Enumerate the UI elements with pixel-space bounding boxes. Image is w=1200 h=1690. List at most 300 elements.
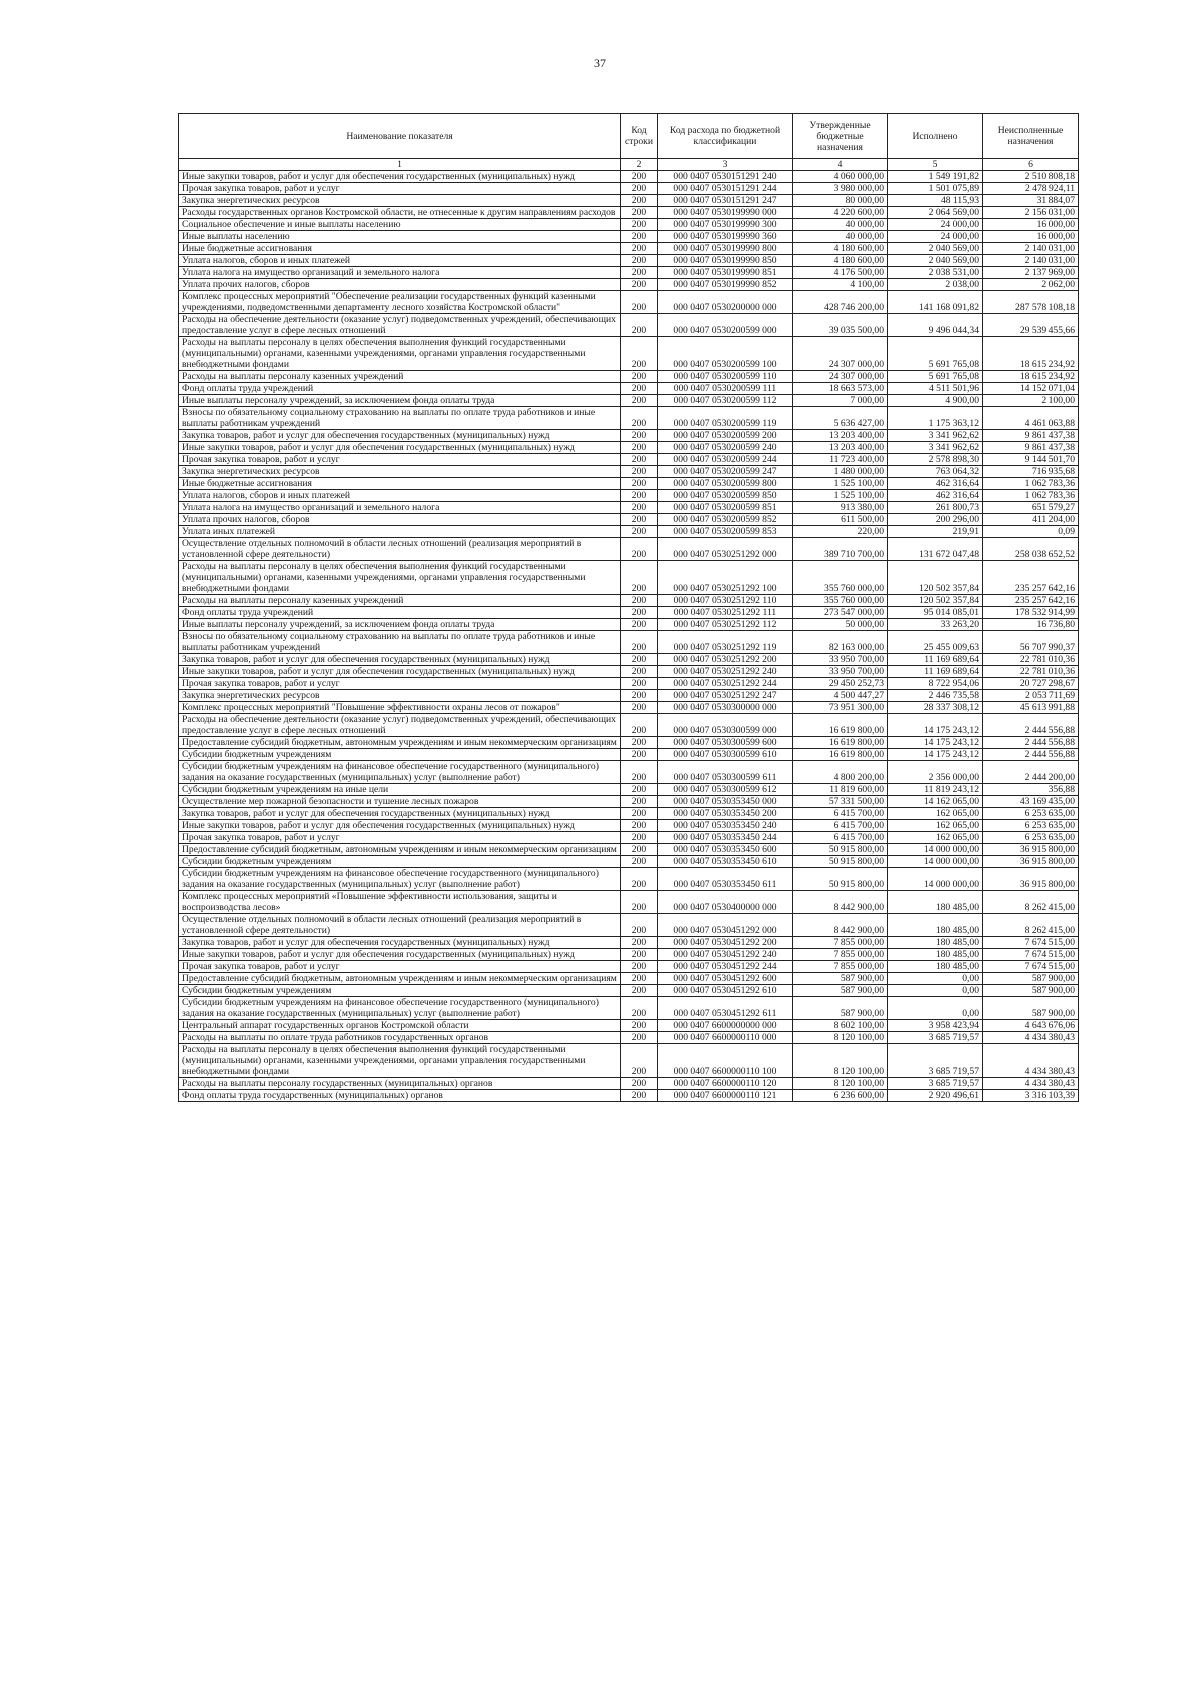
row-name: Осуществление отдельных полномочий в области лесных отношений (реализация мероприятий в установленной сфере деятельности)	[179, 538, 621, 561]
row-line-code: 200	[621, 808, 658, 820]
table-row	[179, 690, 1079, 702]
row-name: Иные бюджетные ассигнования	[179, 478, 621, 490]
row-expense-code: 000 0407 0530200599 853	[658, 526, 793, 538]
row-approved-amount: 24 307 000,00	[793, 371, 888, 383]
row-line-code: 200	[621, 267, 658, 279]
row-approved-amount: 39 035 500,00	[793, 314, 888, 337]
row-expense-code: 000 0407 0530251292 110	[658, 595, 793, 607]
row-line-code: 200	[621, 442, 658, 454]
header-unexecuted: Неисполненные назначения	[983, 114, 1079, 159]
row-expense-code: 000 0407 6600000110 121	[658, 1090, 793, 1102]
row-executed-amount: 11 819 243,12	[888, 784, 983, 796]
row-name: Комплекс процессных мероприятий "Обеспечение реализации государственных функций казенными учреждениями, подведомственными департаменту лесного хозяйства Костромской области"	[179, 291, 621, 314]
row-line-code: 200	[621, 949, 658, 961]
row-executed-amount: 763 064,32	[888, 466, 983, 478]
row-expense-code: 000 0407 0530200599 119	[658, 407, 793, 430]
row-unexecuted-amount: 651 579,27	[983, 502, 1079, 514]
row-expense-code: 000 0407 0530451292 244	[658, 961, 793, 973]
row-unexecuted-amount: 4 434 380,43	[983, 1032, 1079, 1044]
row-expense-code: 000 0407 0530251292 240	[658, 666, 793, 678]
row-approved-amount: 6 415 700,00	[793, 832, 888, 844]
table-row	[179, 678, 1079, 690]
row-name: Фонд оплаты труда государственных (муниципальных) органов	[179, 1090, 621, 1102]
row-executed-amount: 1 501 075,89	[888, 183, 983, 195]
row-unexecuted-amount: 2 140 031,00	[983, 243, 1079, 255]
row-unexecuted-amount: 3 316 103,39	[983, 1090, 1079, 1102]
table-row	[179, 407, 1079, 430]
row-unexecuted-amount: 9 861 437,38	[983, 442, 1079, 454]
row-line-code: 200	[621, 1020, 658, 1032]
row-expense-code: 000 0407 0530300599 610	[658, 749, 793, 761]
row-approved-amount: 1 525 100,00	[793, 478, 888, 490]
table-row	[179, 371, 1079, 383]
row-unexecuted-amount: 2 137 969,00	[983, 267, 1079, 279]
row-unexecuted-amount: 587 900,00	[983, 985, 1079, 997]
row-line-code: 200	[621, 937, 658, 949]
row-approved-amount: 1 480 000,00	[793, 466, 888, 478]
row-line-code: 200	[621, 796, 658, 808]
row-unexecuted-amount: 8 262 415,00	[983, 891, 1079, 914]
row-approved-amount: 50 000,00	[793, 619, 888, 631]
row-approved-amount: 8 120 100,00	[793, 1078, 888, 1090]
row-executed-amount: 14 000 000,00	[888, 868, 983, 891]
row-executed-amount: 11 169 689,64	[888, 654, 983, 666]
row-approved-amount: 7 855 000,00	[793, 961, 888, 973]
row-approved-amount: 4 060 000,00	[793, 171, 888, 183]
row-approved-amount: 6 415 700,00	[793, 808, 888, 820]
row-approved-amount: 1 525 100,00	[793, 490, 888, 502]
row-approved-amount: 389 710 700,00	[793, 538, 888, 561]
table-row	[179, 337, 1079, 371]
row-expense-code: 000 0407 0530451292 611	[658, 997, 793, 1020]
table-row	[179, 985, 1079, 997]
row-line-code: 200	[621, 255, 658, 267]
row-line-code: 200	[621, 702, 658, 714]
row-unexecuted-amount: 18 615 234,92	[983, 371, 1079, 383]
row-approved-amount: 50 915 800,00	[793, 856, 888, 868]
row-executed-amount: 14 175 243,12	[888, 737, 983, 749]
row-approved-amount: 587 900,00	[793, 985, 888, 997]
row-name: Взносы по обязательному социальному страхованию на выплаты по оплате труда работников и иные выплаты работникам учреждений	[179, 631, 621, 654]
row-name: Расходы на выплаты персоналу казенных учреждений	[179, 595, 621, 607]
row-unexecuted-amount: 2 478 924,11	[983, 183, 1079, 195]
row-name: Иные выплаты персоналу учреждений, за исключением фонда оплаты труда	[179, 395, 621, 407]
row-line-code: 200	[621, 1044, 658, 1078]
row-executed-amount: 3 685 719,57	[888, 1078, 983, 1090]
column-number: 5	[888, 159, 983, 171]
row-unexecuted-amount: 22 781 010,36	[983, 666, 1079, 678]
row-approved-amount: 13 203 400,00	[793, 430, 888, 442]
row-executed-amount: 8 722 954,06	[888, 678, 983, 690]
row-line-code: 200	[621, 314, 658, 337]
row-unexecuted-amount: 235 257 642,16	[983, 595, 1079, 607]
row-executed-amount: 162 065,00	[888, 820, 983, 832]
row-executed-amount: 3 341 962,62	[888, 430, 983, 442]
row-approved-amount: 4 500 447,27	[793, 690, 888, 702]
row-line-code: 200	[621, 243, 658, 255]
row-unexecuted-amount: 16 000,00	[983, 231, 1079, 243]
row-unexecuted-amount: 8 262 415,00	[983, 914, 1079, 937]
row-executed-amount: 3 685 719,57	[888, 1032, 983, 1044]
table-row	[179, 195, 1079, 207]
row-line-code: 200	[621, 291, 658, 314]
page-number: 37	[594, 56, 606, 70]
row-executed-amount: 14 175 243,12	[888, 714, 983, 737]
row-name: Расходы на выплаты персоналу казенных учреждений	[179, 371, 621, 383]
row-executed-amount: 2 578 898,30	[888, 454, 983, 466]
row-unexecuted-amount: 7 674 515,00	[983, 961, 1079, 973]
row-name: Уплата прочих налогов, сборов	[179, 279, 621, 291]
row-expense-code: 000 0407 0530199990 850	[658, 255, 793, 267]
row-unexecuted-amount: 716 935,68	[983, 466, 1079, 478]
row-executed-amount: 1 549 191,82	[888, 171, 983, 183]
row-approved-amount: 29 450 252,73	[793, 678, 888, 690]
row-approved-amount: 33 950 700,00	[793, 666, 888, 678]
row-executed-amount: 261 800,73	[888, 502, 983, 514]
row-approved-amount: 220,00	[793, 526, 888, 538]
row-name: Прочая закупка товаров, работ и услуг	[179, 454, 621, 466]
row-approved-amount: 5 636 427,00	[793, 407, 888, 430]
row-unexecuted-amount: 7 674 515,00	[983, 937, 1079, 949]
row-executed-amount: 11 169 689,64	[888, 666, 983, 678]
row-expense-code: 000 0407 6600000000 000	[658, 1020, 793, 1032]
row-executed-amount: 3 958 423,94	[888, 1020, 983, 1032]
row-expense-code: 000 0407 0530200599 244	[658, 454, 793, 466]
table-row	[179, 395, 1079, 407]
row-approved-amount: 587 900,00	[793, 997, 888, 1020]
row-name: Иные бюджетные ассигнования	[179, 243, 621, 255]
row-name: Закупка товаров, работ и услуг для обеспечения государственных (муниципальных) нужд	[179, 808, 621, 820]
row-executed-amount: 219,91	[888, 526, 983, 538]
row-line-code: 200	[621, 820, 658, 832]
row-expense-code: 000 0407 0530199990 300	[658, 219, 793, 231]
row-line-code: 200	[621, 997, 658, 1020]
row-name: Осуществление отдельных полномочий в области лесных отношений (реализация мероприятий в установленной сфере деятельности)	[179, 914, 621, 937]
row-executed-amount: 33 263,20	[888, 619, 983, 631]
row-expense-code: 000 0407 0530300599 612	[658, 784, 793, 796]
row-unexecuted-amount: 7 674 515,00	[983, 949, 1079, 961]
table-row	[179, 607, 1079, 619]
row-executed-amount: 141 168 091,82	[888, 291, 983, 314]
row-unexecuted-amount: 2 444 556,88	[983, 749, 1079, 761]
row-unexecuted-amount: 14 152 071,04	[983, 383, 1079, 395]
row-approved-amount: 57 331 500,00	[793, 796, 888, 808]
row-expense-code: 000 0407 0530199990 360	[658, 231, 793, 243]
row-name: Субсидии бюджетным учреждениям	[179, 749, 621, 761]
row-approved-amount: 428 746 200,00	[793, 291, 888, 314]
row-name: Субсидии бюджетным учреждениям	[179, 856, 621, 868]
row-expense-code: 000 0407 0530200599 100	[658, 337, 793, 371]
row-name: Прочая закупка товаров, работ и услуг	[179, 183, 621, 195]
row-approved-amount: 6 236 600,00	[793, 1090, 888, 1102]
row-approved-amount: 40 000,00	[793, 219, 888, 231]
table-row	[179, 737, 1079, 749]
row-line-code: 200	[621, 961, 658, 973]
row-unexecuted-amount: 9 144 501,70	[983, 454, 1079, 466]
row-name: Расходы на выплаты по оплате труда работников государственных органов	[179, 1032, 621, 1044]
row-name: Субсидии бюджетным учреждениям	[179, 985, 621, 997]
row-line-code: 200	[621, 279, 658, 291]
row-unexecuted-amount: 2 444 556,88	[983, 737, 1079, 749]
row-name: Взносы по обязательному социальному страхованию на выплаты по оплате труда работников и иные выплаты работникам учреждений	[179, 407, 621, 430]
row-executed-amount: 3 341 962,62	[888, 442, 983, 454]
row-line-code: 200	[621, 914, 658, 937]
row-unexecuted-amount: 287 578 108,18	[983, 291, 1079, 314]
row-line-code: 200	[621, 619, 658, 631]
row-unexecuted-amount: 258 038 652,52	[983, 538, 1079, 561]
row-executed-amount: 180 485,00	[888, 949, 983, 961]
table-row	[179, 466, 1079, 478]
table-row	[179, 702, 1079, 714]
table-row	[179, 442, 1079, 454]
row-approved-amount: 16 619 800,00	[793, 749, 888, 761]
row-line-code: 200	[621, 183, 658, 195]
row-executed-amount: 95 014 085,01	[888, 607, 983, 619]
row-name: Субсидии бюджетным учреждениям на финансовое обеспечение государственного (муниципального) задания на оказание государственных (муниципальных) услуг (выполнение работ)	[179, 997, 621, 1020]
table-row	[179, 891, 1079, 914]
table-row	[179, 666, 1079, 678]
row-unexecuted-amount: 1 062 783,36	[983, 490, 1079, 502]
table-row	[179, 502, 1079, 514]
row-name: Иные закупки товаров, работ и услуг для обеспечения государственных (муниципальных) нужд	[179, 666, 621, 678]
row-line-code: 200	[621, 690, 658, 702]
row-line-code: 200	[621, 1090, 658, 1102]
table-row	[179, 914, 1079, 937]
table-row	[179, 478, 1079, 490]
table-row	[179, 619, 1079, 631]
row-unexecuted-amount: 1 062 783,36	[983, 478, 1079, 490]
row-name: Прочая закупка товаров, работ и услуг	[179, 832, 621, 844]
row-line-code: 200	[621, 973, 658, 985]
row-approved-amount: 50 915 800,00	[793, 868, 888, 891]
row-line-code: 200	[621, 490, 658, 502]
row-executed-amount: 25 455 009,63	[888, 631, 983, 654]
header-expense-code: Код расхода по бюджетной классификации	[658, 114, 793, 159]
row-unexecuted-amount: 0,09	[983, 526, 1079, 538]
table-row	[179, 796, 1079, 808]
row-unexecuted-amount: 235 257 642,16	[983, 561, 1079, 595]
row-line-code: 200	[621, 844, 658, 856]
row-unexecuted-amount: 4 461 063,88	[983, 407, 1079, 430]
row-approved-amount: 611 500,00	[793, 514, 888, 526]
row-line-code: 200	[621, 737, 658, 749]
row-approved-amount: 24 307 000,00	[793, 337, 888, 371]
table-row	[179, 654, 1079, 666]
row-expense-code: 000 0407 0530251292 244	[658, 678, 793, 690]
row-expense-code: 000 0407 0530353450 610	[658, 856, 793, 868]
table-row	[179, 430, 1079, 442]
table-row	[179, 1020, 1079, 1032]
row-unexecuted-amount: 9 861 437,38	[983, 430, 1079, 442]
column-number: 4	[793, 159, 888, 171]
table-row	[179, 514, 1079, 526]
row-unexecuted-amount: 36 915 800,00	[983, 844, 1079, 856]
row-executed-amount: 180 485,00	[888, 937, 983, 949]
row-approved-amount: 11 819 600,00	[793, 784, 888, 796]
table-row	[179, 631, 1079, 654]
row-approved-amount: 16 619 800,00	[793, 737, 888, 749]
row-name: Уплата налогов, сборов и иных платежей	[179, 490, 621, 502]
row-name: Социальное обеспечение и иные выплаты населению	[179, 219, 621, 231]
table-row	[179, 595, 1079, 607]
row-unexecuted-amount: 356,88	[983, 784, 1079, 796]
row-executed-amount: 48 115,93	[888, 195, 983, 207]
row-name: Иные закупки товаров, работ и услуг для обеспечения государственных (муниципальных) нужд	[179, 820, 621, 832]
table-row	[179, 1044, 1079, 1078]
row-approved-amount: 7 855 000,00	[793, 949, 888, 961]
row-name: Иные закупки товаров, работ и услуг для обеспечения государственных (муниципальных) нужд	[179, 442, 621, 454]
row-line-code: 200	[621, 231, 658, 243]
row-expense-code: 000 0407 0530200599 110	[658, 371, 793, 383]
row-line-code: 200	[621, 454, 658, 466]
row-name: Комплекс процессных мероприятий "Повышение эффективности охраны лесов от пожаров"	[179, 702, 621, 714]
row-expense-code: 000 0407 0530300599 000	[658, 714, 793, 737]
row-expense-code: 000 0407 0530251292 119	[658, 631, 793, 654]
row-line-code: 200	[621, 749, 658, 761]
row-name: Уплата иных платежей	[179, 526, 621, 538]
table-row	[179, 1078, 1079, 1090]
row-unexecuted-amount: 2 444 556,88	[983, 714, 1079, 737]
row-executed-amount: 4 511 501,96	[888, 383, 983, 395]
row-executed-amount: 24 000,00	[888, 219, 983, 231]
row-expense-code: 000 0407 0530200599 851	[658, 502, 793, 514]
table-row	[179, 714, 1079, 737]
row-line-code: 200	[621, 538, 658, 561]
row-approved-amount: 273 547 000,00	[793, 607, 888, 619]
row-approved-amount: 18 663 573,00	[793, 383, 888, 395]
row-unexecuted-amount: 31 884,07	[983, 195, 1079, 207]
row-name: Комплекс процессных мероприятий «Повышение эффективности использования, защиты и воспроизводства лесов»	[179, 891, 621, 914]
row-line-code: 200	[621, 761, 658, 784]
row-unexecuted-amount: 4 434 380,43	[983, 1044, 1079, 1078]
column-number-row	[179, 159, 1079, 171]
row-line-code: 200	[621, 678, 658, 690]
table-row	[179, 844, 1079, 856]
table-row	[179, 949, 1079, 961]
row-name: Расходы на выплаты персоналу в целях обеспечения выполнения функций государственными (муниципальными) органами, казенными учреждениями, органами управления государственными внебюджетными фондами	[179, 561, 621, 595]
column-number: 3	[658, 159, 793, 171]
row-name: Прочая закупка товаров, работ и услуг	[179, 961, 621, 973]
row-unexecuted-amount: 2 156 031,00	[983, 207, 1079, 219]
row-unexecuted-amount: 4 643 676,06	[983, 1020, 1079, 1032]
row-approved-amount: 16 619 800,00	[793, 714, 888, 737]
row-line-code: 200	[621, 526, 658, 538]
row-executed-amount: 162 065,00	[888, 808, 983, 820]
row-executed-amount: 2 064 569,00	[888, 207, 983, 219]
row-expense-code: 000 0407 0530200599 111	[658, 383, 793, 395]
row-unexecuted-amount: 45 613 991,88	[983, 702, 1079, 714]
row-unexecuted-amount: 22 781 010,36	[983, 654, 1079, 666]
row-expense-code: 000 0407 0530251292 112	[658, 619, 793, 631]
row-unexecuted-amount: 56 707 990,37	[983, 631, 1079, 654]
row-executed-amount: 2 040 569,00	[888, 255, 983, 267]
row-expense-code: 000 0407 0530199990 000	[658, 207, 793, 219]
row-executed-amount: 1 175 363,12	[888, 407, 983, 430]
row-executed-amount: 131 672 047,48	[888, 538, 983, 561]
table-row	[179, 808, 1079, 820]
row-line-code: 200	[621, 395, 658, 407]
row-line-code: 200	[621, 502, 658, 514]
row-expense-code: 000 0407 0530300599 611	[658, 761, 793, 784]
table-row	[179, 383, 1079, 395]
row-expense-code: 000 0407 0530251292 200	[658, 654, 793, 666]
row-line-code: 200	[621, 714, 658, 737]
table-row	[179, 171, 1079, 183]
row-expense-code: 000 0407 0530200599 247	[658, 466, 793, 478]
row-line-code: 200	[621, 784, 658, 796]
row-name: Иные закупки товаров, работ и услуг для обеспечения государственных (муниципальных) нужд	[179, 171, 621, 183]
row-line-code: 200	[621, 219, 658, 231]
row-unexecuted-amount: 411 204,00	[983, 514, 1079, 526]
row-unexecuted-amount: 36 915 800,00	[983, 856, 1079, 868]
row-name: Уплата налога на имущество организаций и земельного налога	[179, 267, 621, 279]
row-expense-code: 000 0407 0530353450 600	[658, 844, 793, 856]
row-name: Расходы на обеспечение деятельности (оказание услуг) подведомственных учреждений, обеспечивающих предоставление услуг в сфере лесных отношений	[179, 314, 621, 337]
row-executed-amount: 200 296,00	[888, 514, 983, 526]
row-expense-code: 000 0407 0530400000 000	[658, 891, 793, 914]
table-row	[179, 183, 1079, 195]
table-row	[179, 207, 1079, 219]
row-name: Закупка товаров, работ и услуг для обеспечения государственных (муниципальных) нужд	[179, 654, 621, 666]
row-executed-amount: 4 900,00	[888, 395, 983, 407]
row-approved-amount: 8 602 100,00	[793, 1020, 888, 1032]
row-approved-amount: 8 442 900,00	[793, 914, 888, 937]
row-executed-amount: 14 162 065,00	[888, 796, 983, 808]
row-approved-amount: 4 800 200,00	[793, 761, 888, 784]
row-unexecuted-amount: 587 900,00	[983, 973, 1079, 985]
row-unexecuted-amount: 587 900,00	[983, 997, 1079, 1020]
column-number: 1	[179, 159, 621, 171]
table-row	[179, 255, 1079, 267]
row-approved-amount: 3 980 000,00	[793, 183, 888, 195]
row-line-code: 200	[621, 595, 658, 607]
row-approved-amount: 355 760 000,00	[793, 595, 888, 607]
row-approved-amount: 587 900,00	[793, 973, 888, 985]
row-line-code: 200	[621, 985, 658, 997]
row-line-code: 200	[621, 856, 658, 868]
table-row	[179, 856, 1079, 868]
row-executed-amount: 14 175 243,12	[888, 749, 983, 761]
row-line-code: 200	[621, 514, 658, 526]
row-line-code: 200	[621, 891, 658, 914]
row-expense-code: 000 0407 0530353450 611	[658, 868, 793, 891]
row-unexecuted-amount: 2 510 808,18	[983, 171, 1079, 183]
row-expense-code: 000 0407 0530200599 000	[658, 314, 793, 337]
row-line-code: 200	[621, 1078, 658, 1090]
table-header-row	[179, 114, 1079, 159]
row-name: Расходы на обеспечение деятельности (оказание услуг) подведомственных учреждений, обеспечивающих предоставление услуг в сфере лесных отношений	[179, 714, 621, 737]
row-expense-code: 000 0407 0530251292 100	[658, 561, 793, 595]
table-row	[179, 314, 1079, 337]
row-expense-code: 000 0407 0530451292 240	[658, 949, 793, 961]
row-approved-amount: 50 915 800,00	[793, 844, 888, 856]
row-expense-code: 000 0407 0530300000 000	[658, 702, 793, 714]
row-expense-code: 000 0407 0530200000 000	[658, 291, 793, 314]
table-row	[179, 784, 1079, 796]
row-executed-amount: 0,00	[888, 973, 983, 985]
row-name: Закупка товаров, работ и услуг для обеспечения государственных (муниципальных) нужд	[179, 937, 621, 949]
header-executed: Исполнено	[888, 114, 983, 159]
row-approved-amount: 7 000,00	[793, 395, 888, 407]
row-line-code: 200	[621, 383, 658, 395]
row-line-code: 200	[621, 666, 658, 678]
table-row	[179, 526, 1079, 538]
table-row	[179, 832, 1079, 844]
row-unexecuted-amount: 2 140 031,00	[983, 255, 1079, 267]
row-unexecuted-amount: 4 434 380,43	[983, 1078, 1079, 1090]
row-unexecuted-amount: 178 532 914,99	[983, 607, 1079, 619]
row-executed-amount: 2 446 735,58	[888, 690, 983, 702]
